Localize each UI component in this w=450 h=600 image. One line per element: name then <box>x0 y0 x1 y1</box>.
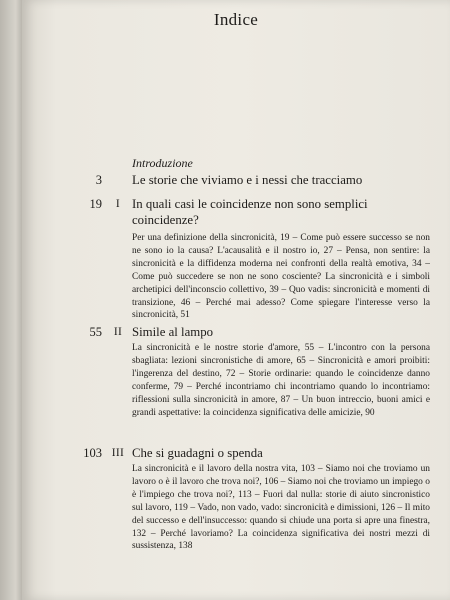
book-page <box>22 0 450 600</box>
show-through-text <box>172 108 432 128</box>
intro-label: Introduzione <box>132 156 193 170</box>
chapter-sections: La sincronicità e il lavoro della nostra vita, 103 – Siamo noi che troviamo un lavoro o è il lavoro che trova noi?, 106 – Siamo noi che troviamo un impiego o è l'impiego che trova noi?, 113 – Fuori dal nulla: storie di aiuto sincronistico sul lavoro, 119 – Vado, non vado, vado: sincronicità e dimissioni, 126 – Il mito del successo e dell'insuccesso: quando si chiude una porta si apre una finestra, 132 – Perché lavoriamo? La coincidenza significativa dei nostri mezzi di sussistenza, 138 <box>132 464 430 552</box>
chapter-page-number: 55 <box>89 325 102 339</box>
chapter-title: Simile al lampo <box>132 325 214 339</box>
chapter-sections: La sincronicità e le nostre storie d'amore, 55 – L'incontro con la persona sbagliata: lezioni sincronistiche di amore, 65 – Sincronicità e amori proibiti: l'ingerenza del destino, 72 – Storie ordinarie: quando le coincidenze danno conferme, 79 – Perché incontriamo chi incontriamo quando lo incontriamo: riflessioni sulla sincronicità in amore, 87 – Un buon intreccio, buoni amici e grandi aspettative: la coincidenza significativa delle amicizie, 90 <box>132 343 430 418</box>
chapter-numeral: III <box>111 447 125 459</box>
intro-page-number: 3 <box>95 173 102 187</box>
chapter-numeral: I <box>115 198 121 210</box>
intro-title: Le storie che viviamo e i nessi che tracciamo <box>132 173 363 187</box>
chapter-sections: Per una definizione della sincronicità, 19 – Come può essere successo se non ne sono io la causa? L'acausalità e il nostro io, 27 – Pensa, non sentire: la sincronicità e la diffidenza moderna nei confronti della realtà emotiva, 34 – Come può succedere se non ne sono cosciente? La sincronicità e i simboli archetipici dell'inconscio collettivo, 39 – Quo vadis: sincronicità e momenti di transizione, 46 – Perché mai adesso? Come spiegare l'interesse verso la sincronicità, 51 <box>132 233 430 321</box>
chapter-page-number: 19 <box>89 197 102 211</box>
chapter-title: In quali casi le coincidenze non sono semplici coincidenze? <box>132 197 368 227</box>
chapter-page-number: 103 <box>83 446 102 460</box>
chapter-title: Che si guadagni o spenda <box>132 446 263 460</box>
chapter-numeral: II <box>113 326 123 338</box>
page-title: Indice <box>213 10 259 29</box>
